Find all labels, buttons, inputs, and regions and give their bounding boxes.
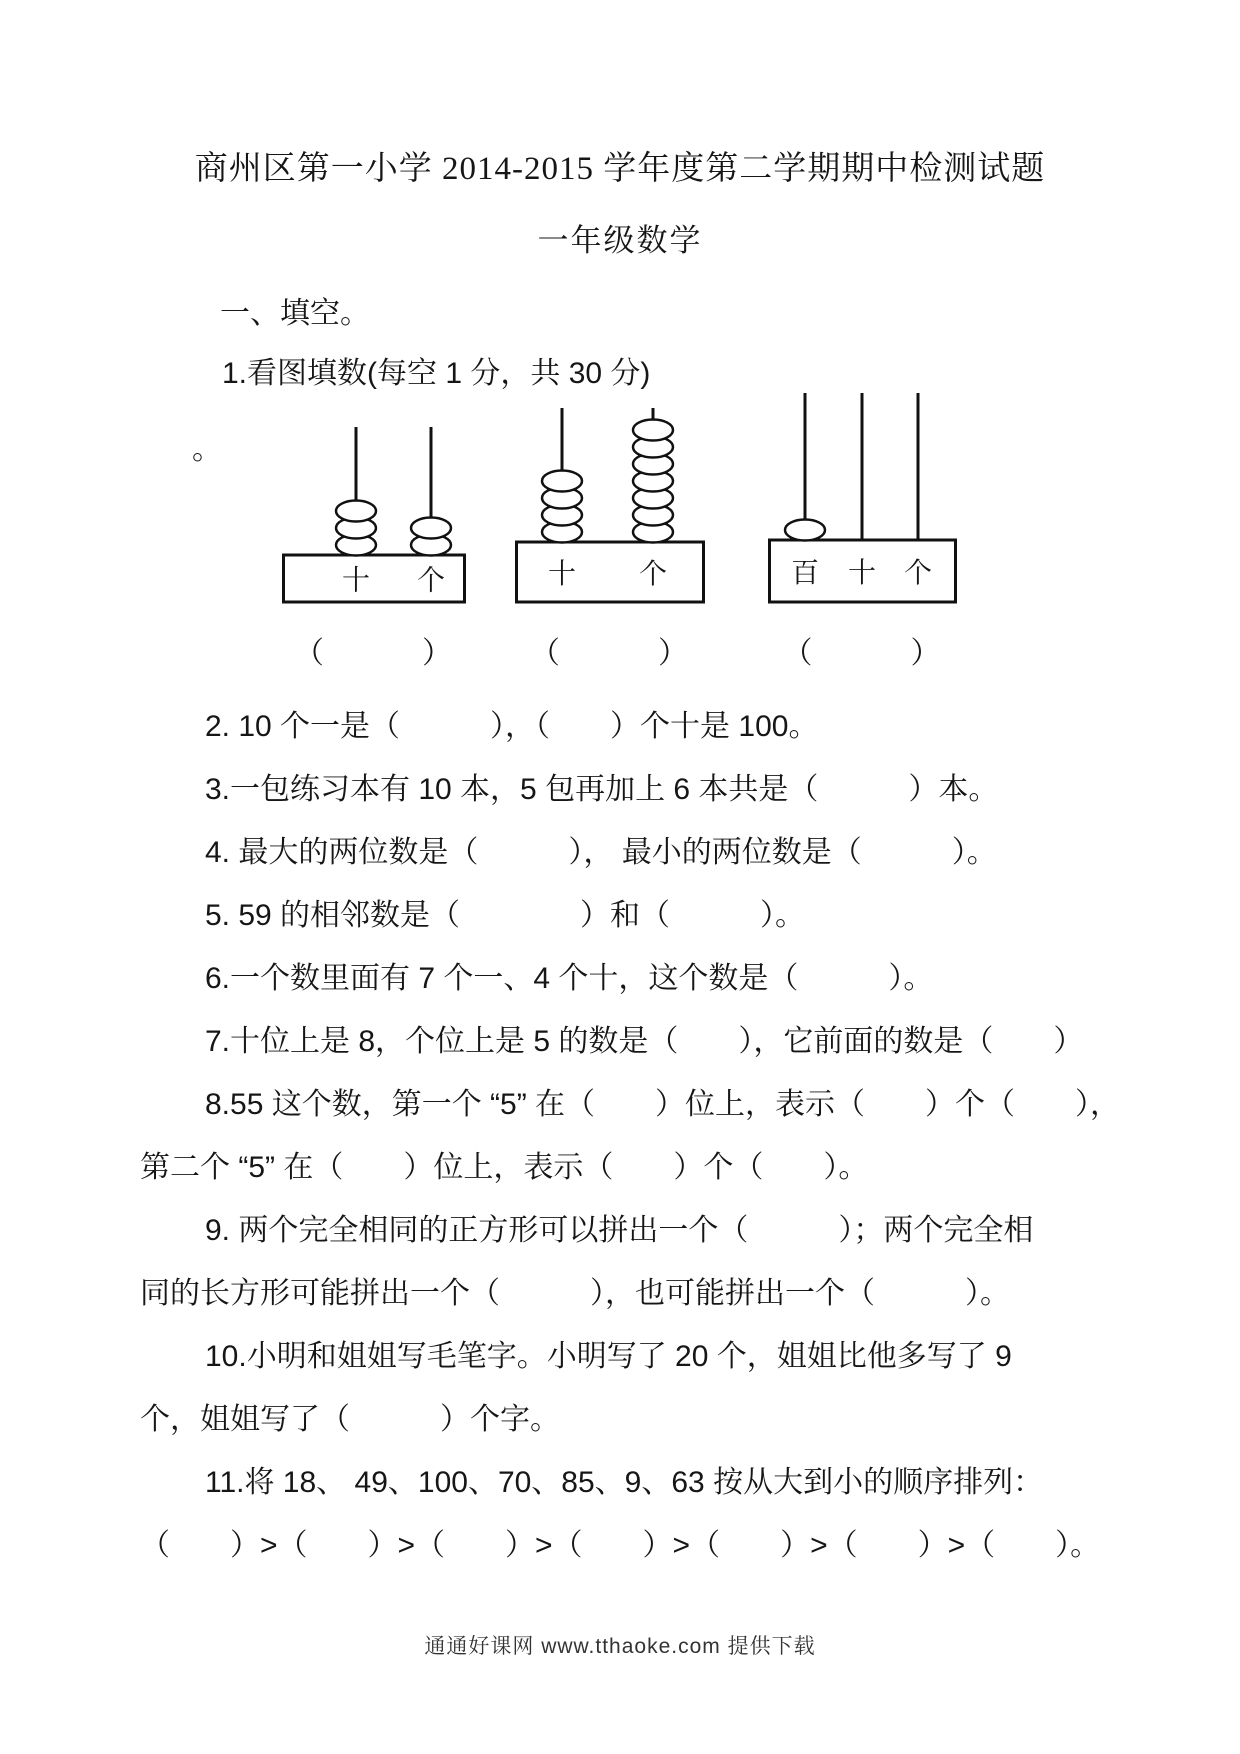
question-line-5: 6.一个数里面有 7 个一、4 个十，这个数是（ ）。	[205, 962, 934, 995]
question-line-12: 个，姐姐写了（ ）个字。	[140, 1403, 560, 1436]
answer-blank-2: （ ）	[530, 637, 690, 670]
question-line-14: （ ）>（ ）>（ ）>（ ）>（ ）>（ ）>（ ）。	[140, 1529, 1101, 1562]
question-line-10: 同的长方形可能拼出一个（ ），也可能拼出一个（ ）。	[140, 1277, 1010, 1310]
section-heading: 一、填空。	[220, 297, 370, 330]
question-line-3: 4. 最大的两位数是（ ）， 最小的两位数是（ ）。	[205, 836, 997, 869]
svg-text:十: 十	[547, 558, 577, 589]
abacus-hundreds-100	[768, 393, 957, 604]
answer-blank-1: （ ）	[294, 637, 454, 670]
svg-text:十: 十	[847, 557, 877, 588]
abacus-tens-ones-47	[515, 393, 705, 604]
question-line-9: 9. 两个完全相同的正方形可以拼出一个（ ）；两个完全相	[205, 1214, 1034, 1247]
question-line-11: 10.小明和姐姐写毛笔字。小明写了 20 个，姐姐比他多写了 9	[205, 1340, 1012, 1373]
page-subtitle: 一年级数学	[537, 223, 703, 258]
svg-text:百: 百	[790, 557, 820, 588]
question-line-6: 7.十位上是 8，个位上是 5 的数是（ ），它前面的数是（ ）	[205, 1025, 1084, 1058]
question-line-2: 3.一包练习本有 10 本，5 包再加上 6 本共是（ ）本。	[205, 773, 999, 806]
question-line-1: 2. 10 个一是（ ），（ ）个十是 100。	[205, 710, 819, 743]
footer-text: 通通好课网 www.tthaoke.com 提供下载	[424, 1635, 816, 1658]
stray-period: 。	[192, 433, 222, 466]
svg-text:个: 个	[903, 557, 933, 588]
answer-blank-3: （ ）	[782, 637, 943, 670]
question-1-label: 1.看图填数(每空 1 分，共 30 分)	[222, 357, 651, 390]
question-line-7: 8.55 这个数，第一个 “5” 在（ ）位上，表示（ ）个（ ），	[205, 1088, 1121, 1121]
question-list	[140, 695, 1130, 1577]
question-line-8: 第二个 “5” 在（ ）位上，表示（ ）个（ ）。	[140, 1151, 869, 1184]
svg-text:个: 个	[416, 564, 446, 596]
svg-text:十: 十	[341, 564, 371, 596]
abacus-tens-ones-32	[282, 393, 466, 604]
page-title: 商州区第一小学 2014-2015 学年度第二学期期中检测试题	[194, 151, 1046, 187]
svg-text:个: 个	[638, 558, 668, 589]
question-line-4: 5. 59 的相邻数是（ ）和（ ）。	[205, 899, 806, 932]
question-line-13: 11.将 18、 49、100、70、85、9、63 按从大到小的顺序排列：	[205, 1466, 1044, 1499]
